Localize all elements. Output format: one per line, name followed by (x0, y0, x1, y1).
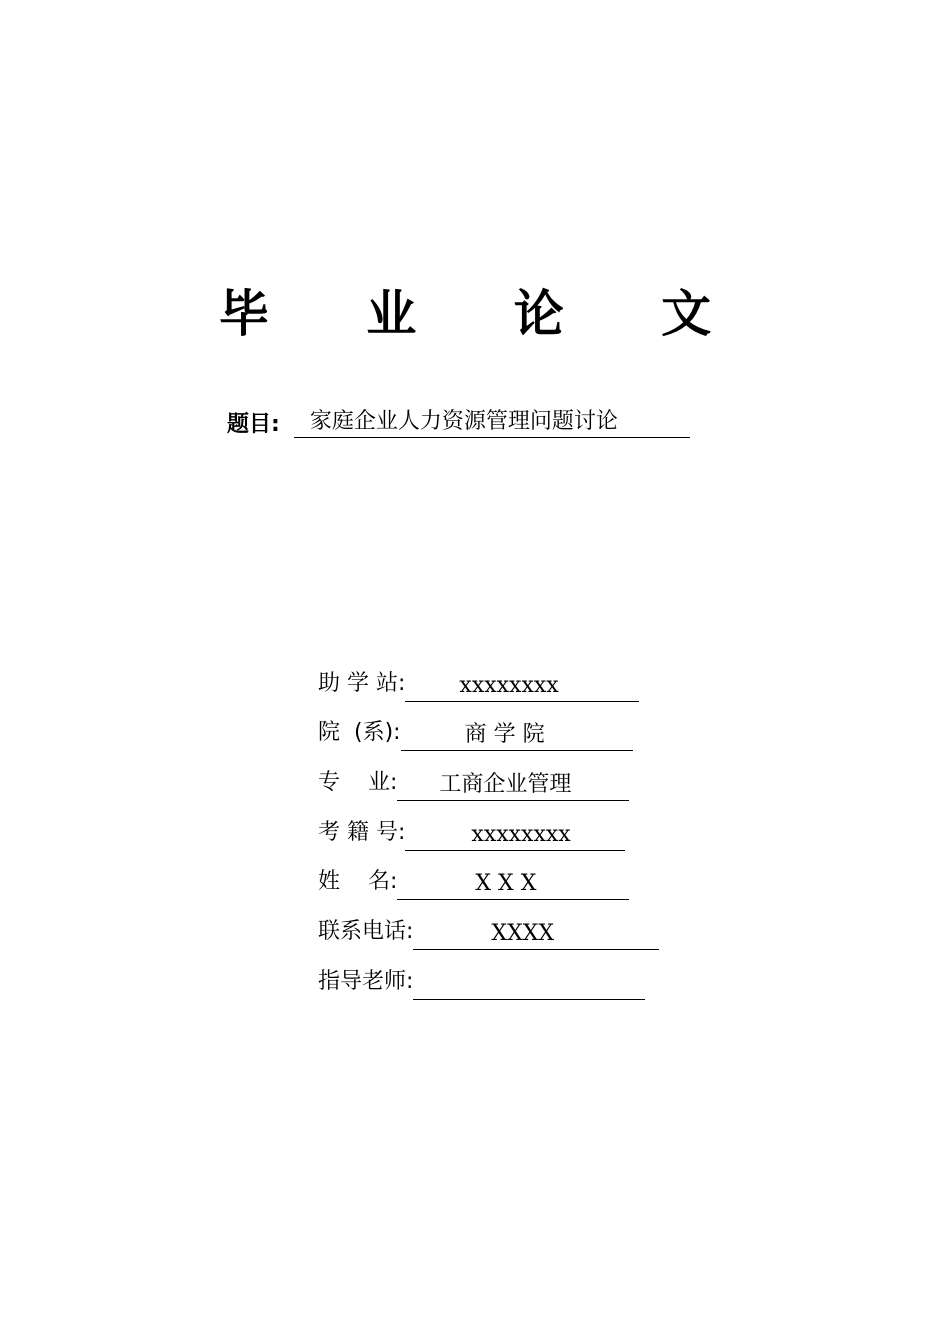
college-value: 商 学 院 (401, 720, 633, 751)
advisor-value (413, 999, 645, 1000)
major-label: 专 业: (318, 770, 398, 796)
info-row-major (318, 751, 659, 801)
info-row-phone (318, 900, 659, 950)
station-label: 助 学 站: (318, 670, 406, 696)
topic-row (227, 404, 690, 438)
topic-value: 家庭企业人力资源管理问题讨论 (294, 407, 690, 438)
page-title: 毕 业 论 文 (218, 285, 752, 343)
name-label: 姓 名: (318, 869, 398, 895)
phone-value: XXXX (413, 919, 659, 950)
info-row-advisor (318, 950, 659, 1000)
exam-id-value: xxxxxxxx (405, 820, 625, 851)
exam-id-label: 考 籍 号: (318, 819, 406, 845)
station-value: xxxxxxxx (405, 671, 639, 702)
phone-label: 联系电话: (318, 919, 414, 945)
topic-label: 题目: (227, 412, 280, 437)
major-value: 工商企业管理 (397, 770, 629, 801)
info-row-name (318, 851, 659, 901)
info-row-exam-id (318, 801, 659, 851)
info-row-college (318, 702, 659, 752)
advisor-label: 指导老师: (318, 968, 414, 994)
info-row-station (318, 652, 659, 702)
college-label: 院 (系): (318, 720, 401, 746)
info-block (318, 652, 659, 1000)
name-value: X X X (397, 869, 629, 900)
